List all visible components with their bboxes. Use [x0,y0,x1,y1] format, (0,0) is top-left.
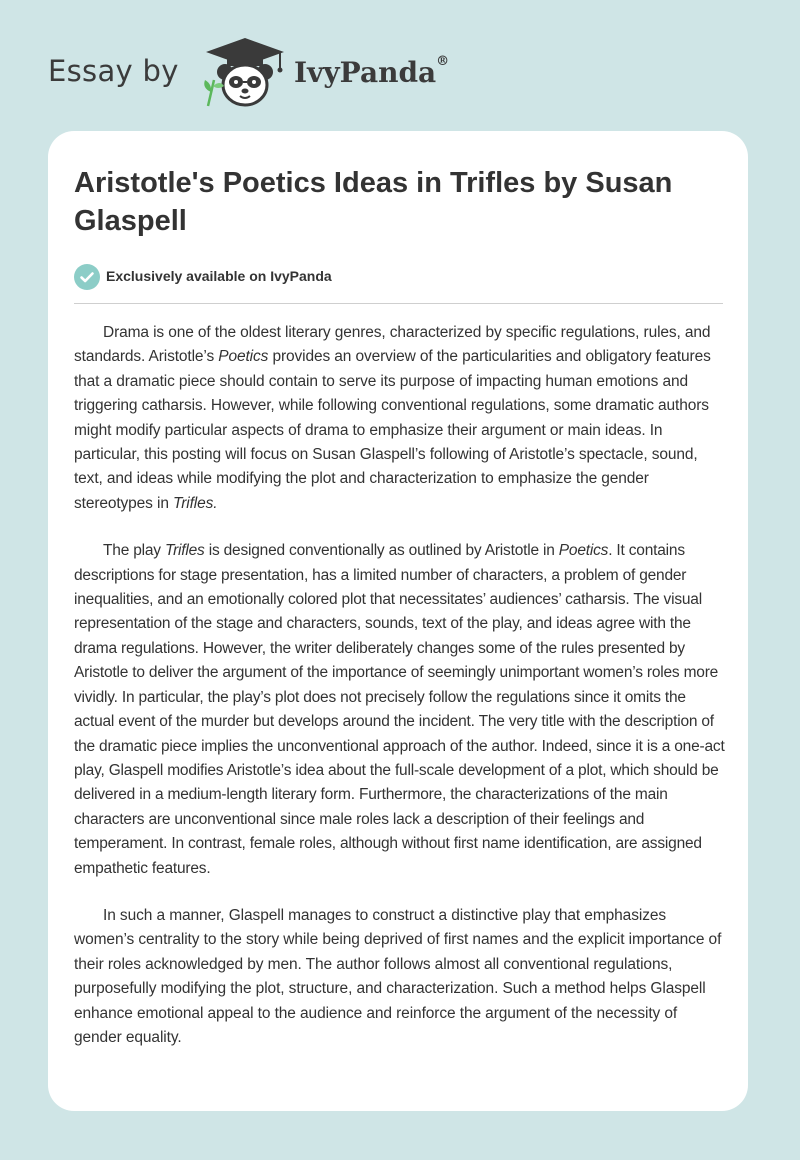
paragraph: The play Trifles is designed conventionally as outlined by Aristotle in Poetics. It contains descriptions for stage presentation, has a limited number of characters, a problem of gender inequalities, and an emotionally colored plot that necessitates’ audiences’ catharsis. The visual representation of the stage and characters, sounds, text of the play, and ideas agree with the drama regulations. However, the writer deliberately changes some of the rules presented by Aristotle to deliver the argument of the importance of seemingly unimportant women’s roles more vividly. In particular, the play’s plot does not precisely follow the regulations since it omits the actual event of the murder but develops around the incident. The very title with the description of the dramatic piece implies the unconventional approach of the author. Indeed, since it is a one-act play, Glaspell modifies Aristotle’s idea about the full-scale development of a plot, which should be delivered in a medium-length literary form. Furthermore, the characterizations of the main characters are unconventional since male roles lack a description of their feelings and temperament. In contrast, female roles, although without first name identification, are assigned empathetic features. [74,542,725,877]
essay-body [74,321,726,1073]
page-title: Aristotle's Poetics Ideas in Trifles by Susan Glaspell [74,167,673,237]
essay-by-label: Essay by [48,54,179,88]
panda-graduate-icon [200,36,290,108]
italic-title: Poetics [218,348,269,366]
italic-title: Trifles [164,542,205,560]
brand-name: IvyPanda® [294,54,450,89]
essay-card [48,131,748,1111]
paragraph: Drama is one of the oldest literary genres, characterized by specific regulations, rules, and standards. Aristotle’s Poetics provides an overview of the particularities and obligatory features that a dramatic piece should contain to serve its purpose of impacting human emotions and triggering catharsis. However, while following conventional regulations, some dramatic authors might modify particular aspects of drama to emphasize their argument or main ideas. In particular, this posting will focus on Susan Glaspell’s following of Aristotle’s spectacle, sound, text, and ideas while modifying the plot and characterization to emphasize the gender stereotypes in Trifles. [74,324,711,512]
exclusive-badge-label: Exclusively available on IvyPanda [106,268,332,284]
registered-mark: ® [436,54,450,69]
check-circle-icon [74,264,100,290]
site-header-brand[interactable] [48,36,508,108]
paragraph: In such a manner, Glaspell manages to construct a distinctive play that emphasizes women’s centrality to the story while being deprived of first names and the explicit importance of their roles acknowledged by men. The author follows almost all conventional regulations, purposefully modifying the plot, structure, and characterization. Such a method helps Glaspell enhance emotional appeal to the audience and reinforce the argument of the necessity of gender equality. [74,906,722,1046]
italic-title: Trifles. [173,494,218,512]
divider [74,303,723,304]
italic-title: Poetics [558,542,609,560]
